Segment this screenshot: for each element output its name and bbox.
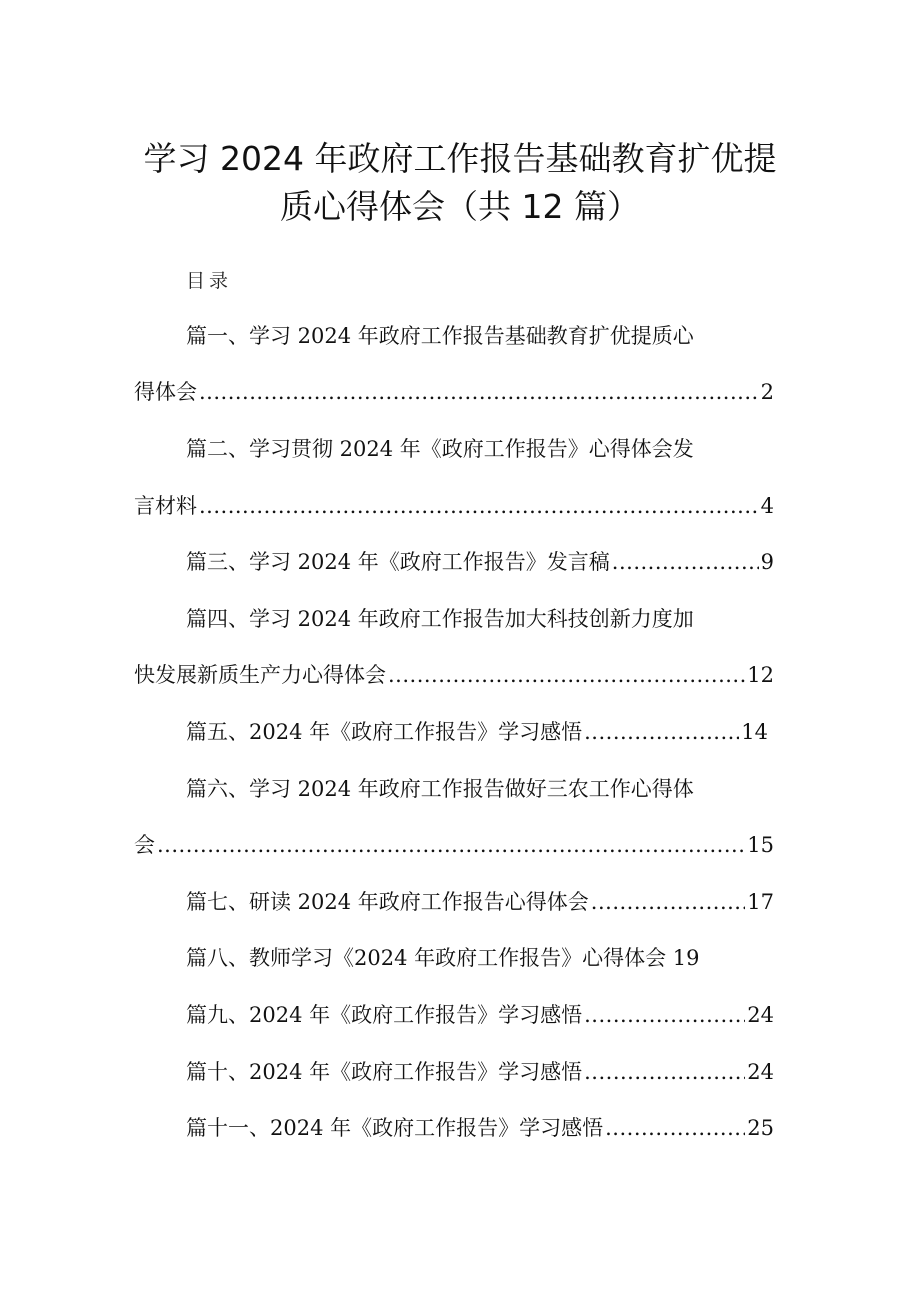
toc-dot-leader [605, 1111, 745, 1145]
toc-entry-text: 会 [134, 833, 155, 857]
toc-entry-1-line-1[interactable] [186, 319, 746, 353]
toc-page-number: 15 [747, 833, 774, 857]
toc-entry-4-line-1[interactable] [186, 602, 746, 636]
toc-page-number: 17 [747, 890, 774, 914]
toc-entry-1-line-2[interactable] [134, 375, 774, 409]
toc-dot-leader [584, 998, 745, 1032]
toc-dot-leader [584, 1055, 745, 1089]
toc-entry-text: 篇九、2024 年《政府工作报告》学习感悟 [186, 1003, 583, 1027]
document-title-line-1: 学习 2024 年政府工作报告基础教育扩优提 [143, 139, 777, 178]
toc-entry-6-line-1[interactable] [186, 772, 746, 806]
toc-dot-leader [612, 545, 759, 579]
toc-entry-7[interactable] [186, 885, 774, 919]
document-title-line-2: 质心得体会（共 12 篇） [280, 187, 640, 226]
toc-page-number: 2 [760, 380, 774, 404]
toc-entry-text: 篇十、2024 年《政府工作报告》学习感悟 [186, 1060, 583, 1084]
toc-dot-leader [388, 658, 745, 692]
toc-page-number: 4 [760, 494, 774, 518]
toc-entry-2-line-1[interactable] [186, 432, 746, 466]
toc-entry-text: 篇四、学习 2024 年政府工作报告加大科技创新力度加 [186, 607, 694, 631]
toc-entry-6-line-2[interactable] [134, 828, 774, 862]
toc-entry-8[interactable] [186, 941, 746, 975]
toc-entry-text: 篇十一、2024 年《政府工作报告》学习感悟 [186, 1116, 604, 1140]
toc-entry-text: 篇五、2024 年《政府工作报告》学习感悟 [186, 720, 583, 744]
toc-entry-text: 篇三、学习 2024 年《政府工作报告》发言稿 [186, 550, 610, 574]
toc-entry-4-line-2[interactable] [134, 658, 774, 692]
toc-dot-leader [157, 828, 745, 862]
toc-entry-9[interactable] [186, 998, 774, 1032]
toc-entry-11[interactable] [186, 1111, 774, 1145]
toc-entry-text: 快发展新质生产力心得体会 [134, 663, 386, 687]
toc-page-number: 24 [747, 1003, 774, 1027]
toc-entry-3[interactable] [186, 545, 774, 579]
toc-page-number: 24 [747, 1060, 774, 1084]
toc-entry-text: 篇八、教师学习《2024 年政府工作报告》心得体会 19 [186, 946, 700, 970]
toc-entry-2-line-2[interactable] [134, 489, 774, 523]
toc-entry-text: 篇二、学习贯彻 2024 年《政府工作报告》心得体会发 [186, 437, 694, 461]
toc-entry-10[interactable] [186, 1055, 774, 1089]
toc-dot-leader [199, 489, 759, 523]
toc-entry-text: 言材料 [134, 494, 197, 518]
toc-heading: 目录 [186, 270, 233, 292]
toc-dot-leader [591, 885, 745, 919]
toc-entry-text: 得体会 [134, 380, 197, 404]
toc-page-number: 9 [760, 550, 774, 574]
toc-entry-text: 篇七、研读 2024 年政府工作报告心得体会 [186, 890, 589, 914]
toc-page-number: 14 [741, 720, 768, 744]
toc-dot-leader [199, 375, 759, 409]
toc-entry-text: 篇一、学习 2024 年政府工作报告基础教育扩优提质心 [186, 324, 694, 348]
toc-page-number: 12 [747, 663, 774, 687]
toc-entry-5[interactable] [186, 715, 768, 749]
toc-page-number: 25 [747, 1116, 774, 1140]
toc-dot-leader [584, 715, 739, 749]
toc-entry-text: 篇六、学习 2024 年政府工作报告做好三农工作心得体 [186, 777, 694, 801]
